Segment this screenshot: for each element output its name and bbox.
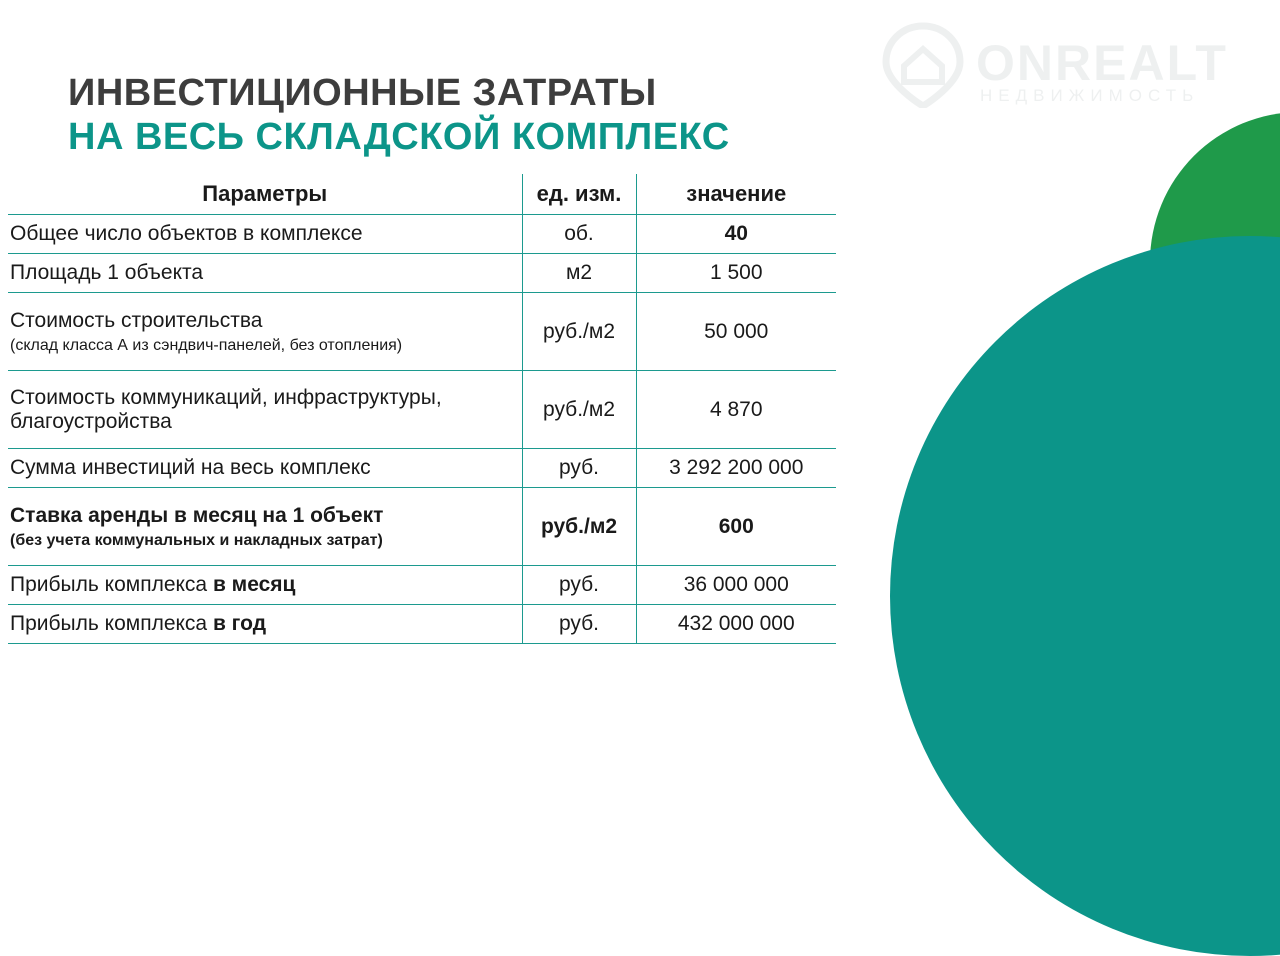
row-unit: м2 — [522, 254, 636, 293]
row-param-cell — [8, 566, 522, 605]
table-row — [8, 254, 836, 293]
row-param: Стоимость строительства — [10, 308, 263, 332]
table-row — [8, 566, 836, 605]
row-param-cell — [8, 371, 522, 449]
row-value: 4 870 — [636, 371, 836, 449]
table-row — [8, 449, 836, 488]
house-pin-icon — [880, 22, 966, 108]
row-param-note: (без учета коммунальных и накладных затрат) — [10, 531, 383, 549]
row-value: 600 — [636, 488, 836, 566]
row-value: 3 292 200 000 — [636, 449, 836, 488]
table-row — [8, 293, 836, 371]
page-title-line2: НА ВЕСЬ СКЛАДСКОЙ КОМПЛЕКС — [68, 116, 730, 158]
row-value: 1 500 — [636, 254, 836, 293]
row-value: 36 000 000 — [636, 566, 836, 605]
row-param-bold: в месяц — [212, 573, 296, 596]
table-header-row — [8, 174, 836, 215]
row-param-line2: благоустройства — [10, 409, 172, 433]
row-param-bold: в год — [212, 612, 267, 635]
header-value: значение — [636, 174, 836, 215]
logo-subtitle: НЕДВИЖИМОСТЬ — [980, 86, 1200, 105]
page-title-line1: ИНВЕСТИЦИОННЫЕ ЗАТРАТЫ — [68, 72, 657, 114]
decor-circle-teal — [890, 236, 1280, 956]
row-param-cell — [8, 605, 522, 644]
row-unit: руб./м2 — [522, 293, 636, 371]
row-value: 40 — [636, 215, 836, 254]
row-unit: руб. — [522, 605, 636, 644]
table-row — [8, 371, 836, 449]
row-value: 50 000 — [636, 293, 836, 371]
row-unit: руб./м2 — [522, 371, 636, 449]
row-value: 432 000 000 — [636, 605, 836, 644]
table-row — [8, 215, 836, 254]
table-row — [8, 488, 836, 566]
logo-name: ONREALT — [976, 35, 1228, 91]
header-unit: ед. изм. — [522, 174, 636, 215]
row-param-cell — [8, 293, 522, 371]
investment-table — [8, 174, 836, 644]
row-param: Ставка аренды в месяц на 1 объект — [10, 503, 384, 527]
row-param-prefix: Прибыль комплекса — [10, 612, 213, 635]
row-param-cell — [8, 488, 522, 566]
row-unit: руб./м2 — [522, 488, 636, 566]
row-param: Площадь 1 объекта — [8, 254, 522, 293]
row-param-prefix: Прибыль комплекса — [10, 573, 213, 596]
row-unit: руб. — [522, 566, 636, 605]
table-row — [8, 605, 836, 644]
row-unit: об. — [522, 215, 636, 254]
row-unit: руб. — [522, 449, 636, 488]
row-param-line1: Стоимость коммуникаций, инфраструктуры, — [10, 385, 442, 409]
row-param: Общее число объектов в комплексе — [8, 215, 522, 254]
row-param: Сумма инвестиций на весь комплекс — [8, 449, 522, 488]
header-params: Параметры — [202, 181, 328, 206]
logo — [880, 20, 1250, 110]
row-param-note: (склад класса А из сэндвич-панелей, без отопления) — [10, 336, 403, 354]
